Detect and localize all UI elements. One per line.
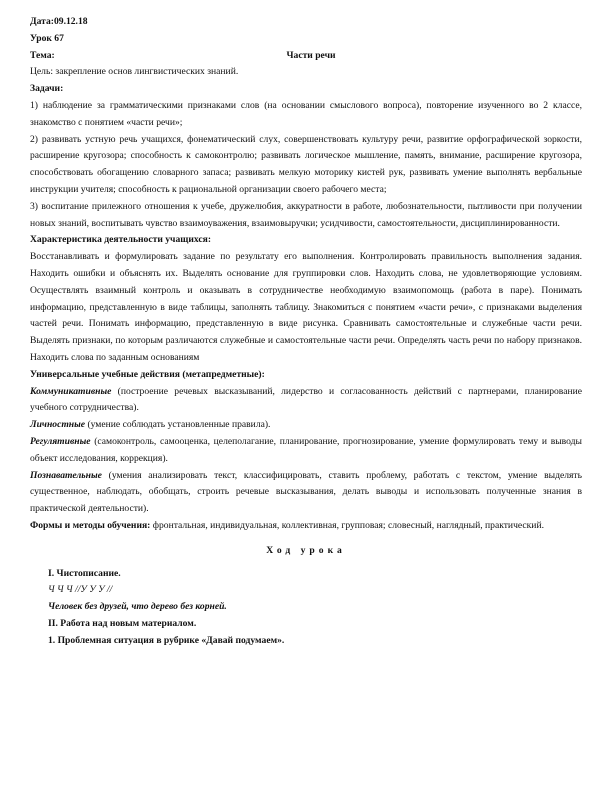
cognitive-label: Познавательные [30,469,102,481]
lesson-number: Урок 67 [30,32,64,44]
lesson-goal: Цель: закрепление основ лингвистических знаний. [30,66,239,78]
step-2-heading: II. Работа над новым материалом. [48,617,197,629]
cognitive-paragraph [30,468,582,518]
regulative-text: (самоконтроль, самооценка, целеполагание, планирование, прогнозирование, умение формулировать тему и выводы объект исследования, коррекция). [30,435,582,464]
forms-label: Формы и методы обучения: [30,519,151,531]
activity-label: Характеристика деятельности учащихся: [30,234,212,246]
communicative-label: Коммуникативные [30,385,112,397]
forms-paragraph [30,518,582,535]
personal-label: Личностные [30,419,86,431]
step-2-1-heading: 1. Проблемная ситуация в рубрике «Давай подумаем». [48,634,285,646]
cognitive-text: (умения анализировать текст, классифицировать, ставить проблему, работать с текстом, умение выделять существенное, наблюдать, обобщать, строить речевые высказывания, делать выводы и использовать полученные знания в практической деятельности). [30,469,582,515]
activity-text: Восстанавливать и формулировать задание по результату его выполнения. Контролировать правильность выполнения задания. Находить ошибки и объяснять их. Выделять основание для группировки слов. Находить слова, не удовлетворяющие условиям. Осуществлять взаимный контроль и оказывать в сотрудничестве необходимую взаимопомощь (работа в паре). Понимать информацию, представленную в виде таблицы, заполнять таблицу. Знакомиться с понятием «части речи», с признаками выделения частей речи. Понимать информацию, представленную в виде рисунка. Сравнивать самостоятельные и служебные части речи. Выделять признаки, по которым различаются служебные и самостоятельные части речи. Определять часть речи по набору признаков. Находить слова по заданным основаниям [30,251,582,363]
tasks-label: Задачи: [30,83,64,95]
topic-value: Части речи [286,49,336,61]
forms-text: фронтальная, индивидуальная, коллективная, групповая; словесный, наглядный, практический. [150,519,544,531]
regulative-paragraph [30,434,582,468]
communicative-paragraph [30,384,582,418]
task-1: 1) наблюдение за грамматическими признаками слов (на основании смыслового вопроса), повторение изученного во 2 классе, знакомство с понятием «части речи»; [30,99,582,128]
course-title: Ход урока [266,544,346,556]
regulative-label: Регулятивные [30,435,91,447]
step-1-heading: I. Чистописание. [48,567,121,579]
topic-label: Тема: [30,49,55,61]
task-2: 2) развивать устную речь учащихся, фонематический слух, совершенствовать культуру речи, развитие орфографической зоркости, расширение кругозора; способность к самоконтролю; развивать логическое мышление, память, внимание, расширение кругозора, способствовать обогащению словарного запаса; развивать мелкую моторику кистей рук, развивать умение выполнять вербальные инструкции учителя; способность к рациональной организации своего рабочего места; [30,133,582,195]
task-3: 3) воспитание прилежного отношения к учебе, дружелюбия, аккуратности в работе, любознательности, пытливости при получении новых знаний, воспитывать чувство взаимоуважения, взаимовыручки; усидчивости, самостоятельности, дисциплинированности. [30,200,582,229]
communicative-text: (построение речевых высказываний, лидерство и согласованность действий с партнерами, планирование учебного сотрудничества). [30,385,582,414]
lesson-date: Дата:09.12.18 [30,16,88,27]
personal-text: (умение соблюдать установленные правила). [85,419,271,431]
proverb: Человек без друзей, что дерево без корней. [48,601,227,613]
calligraphy-line: Ч Ч Ч //У У У // [48,584,113,596]
uud-label: Универсальные учебные действия (метапредметные): [30,368,265,380]
topic-row [30,48,582,65]
personal-paragraph [30,417,582,434]
lesson-plan-page [30,14,582,649]
